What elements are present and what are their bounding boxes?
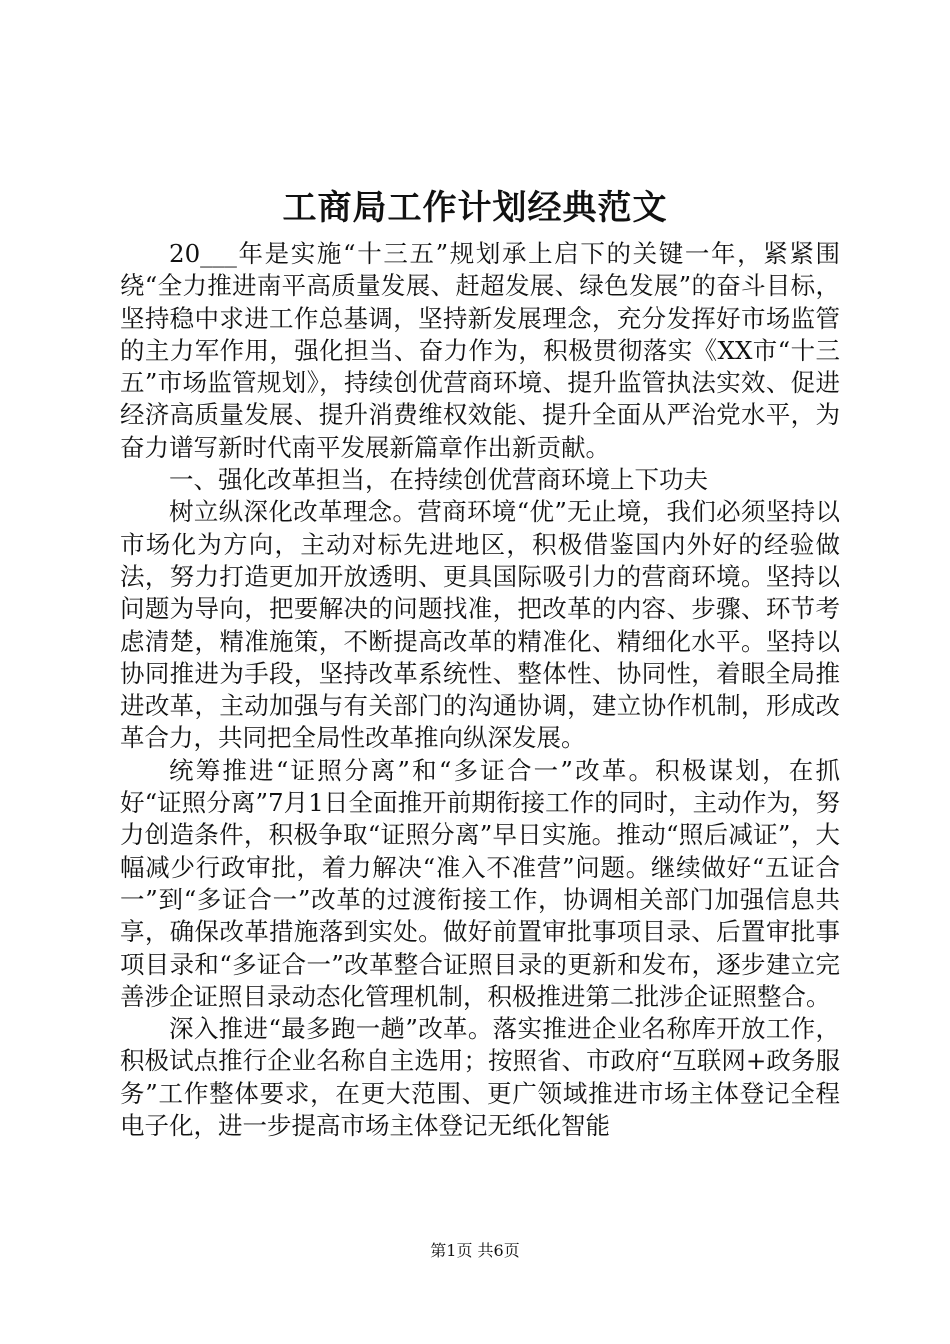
paragraph-intro: 20___年是实施“十三五”规划承上启下的关键一年，紧紧围绕“全力推进南平高质量发展、赶超发展、绿色发展”的奋斗目标，坚持稳中求进工作总基调，坚持新发展理念，充分发挥好市场监管的主力军作用，强化担当、奋力作为，积极贯彻落实《XX市“十三五”市场监管规划》，持续创优营商环境、提升监管执法实效、促进经济高质量发展、提升消费维权效能、提升全面从严治党水平，为奋力谱写新时代南平发展新篇章作出新贡献。	[120, 239, 840, 462]
paragraph-license-reform: 统筹推进“证照分离”和“多证合一”改革。积极谋划，在抓好“证照分离”7月1日全面推开前期衔接工作的同时，主动作为，努力创造条件，积极争取“证照分离”早日实施。推动“照后减证”，大幅减少行政审批，着力解决“准入不准营”问题。继续做好“五证合一”到“多证合一”改革的过渡衔接工作，协调相关部门加强信息共享，确保改革措施落到实处。做好前置审批事项目录、后置审批事项目录和“多证合一”改革整合证照目录的更新和发布，逐步建立完善涉企证照目录动态化管理机制，积极推进第二批涉企证照整合。	[120, 755, 840, 1011]
page-footer: 第1页 共6页	[430, 1241, 520, 1260]
document-title: 工商局工作计划经典范文	[282, 188, 668, 228]
paragraph-one-trip-reform: 深入推进“最多跑一趟”改革。落实推进企业名称库开放工作，积极试点推行企业名称自主选用；按照省、市政府“互联网+政务服务”工作整体要求，在更大范围、更广领域推进市场主体登记全程电子化，进一步提高市场主体登记无纸化智能	[120, 1014, 840, 1141]
document-body	[120, 238, 840, 1142]
paragraph-reform-concept: 树立纵深化改革理念。营商环境“优”无止境，我们必须坚持以市场化为方向，主动对标先进地区，积极借鉴国内外好的经验做法，努力打造更加开放透明、更具国际吸引力的营商环境。坚持以问题为导向，把要解决的问题找准，把改革的内容、步骤、环节考虑清楚，精准施策，不断提高改革的精准化、精细化水平。坚持以协同推进为手段，坚持改革系统性、整体性、协同性，着眼全局推进改革，主动加强与有关部门的沟通协调，建立协作机制，形成改革合力，共同把全局性改革推向纵深发展。	[120, 497, 840, 753]
section-heading-1: 一、强化改革担当，在持续创优营商环境上下功夫	[169, 465, 708, 495]
